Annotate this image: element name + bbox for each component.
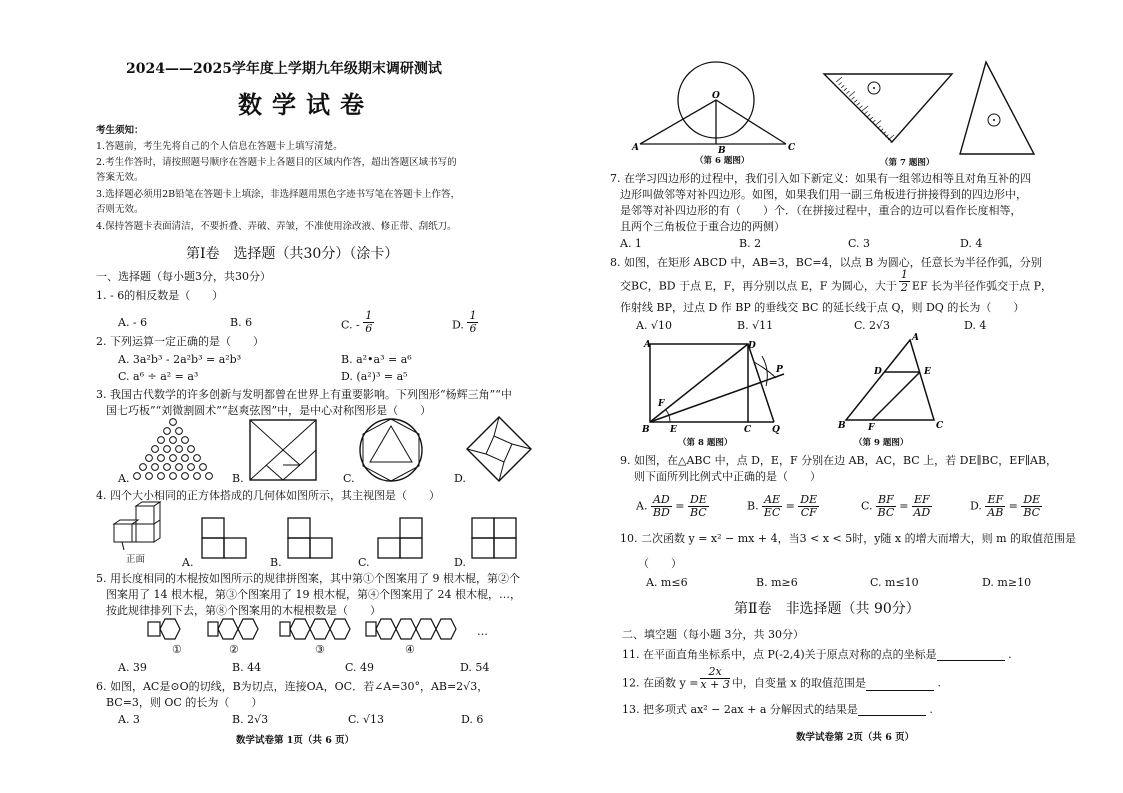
q11-answer-blank[interactable] (937, 649, 1005, 661)
hexagon-cell (396, 619, 416, 639)
q1-option-b: B. 6 (230, 316, 253, 329)
q5-option-a: A. 39 (118, 661, 147, 674)
exam-title: 2024——2025学年度上学期九年级期末调研测试 (126, 61, 442, 77)
q1-option-c: C. - $\frac{1}{6}$ (341, 309, 373, 335)
circle-division-figure (356, 416, 426, 484)
q4-option-c: C. (358, 556, 370, 569)
yanghui-dot (182, 437, 189, 444)
q3-option-d: D. (454, 472, 466, 485)
q7-option-d: D. 4 (960, 237, 983, 250)
part-1-title: 一、选择题（每小题3分，共30分） (96, 270, 271, 283)
front-view-label: 正面 (126, 554, 146, 565)
q6-option-a: A. 3 (118, 713, 140, 726)
ruler-tick (862, 106, 868, 111)
fig6-label-c: C (788, 143, 796, 153)
q9-option-c: C. $\frac{BF}{BC}$ = $\frac{EF}{AD}$ (861, 493, 931, 519)
part-2-title: 二、填空题（每小题 3分，共 30分） (622, 628, 804, 641)
ruler-tick (846, 91, 849, 94)
fig9-label-e: E (924, 367, 931, 377)
question-9-line2: 则下面所列比例式中正确的是（ ） (634, 470, 821, 483)
q1-option-a: A. - 6 (118, 316, 148, 329)
figure-7-set-square-1 (822, 64, 962, 154)
section-2-title: 第Ⅱ卷 非选择题（共 90分） (734, 601, 920, 617)
yanghui-dot (152, 446, 159, 453)
yanghui-dot (170, 473, 177, 480)
question-4: 4. 四个大小相同的正方体搭成的几何体如图所示，其主视图是（ ） (96, 489, 440, 502)
ruler-tick (870, 117, 873, 120)
q8-option-a: A. √10 (636, 319, 672, 332)
ruler-tick (888, 135, 894, 140)
hexagon-cell (436, 619, 456, 639)
yanghui-dot (134, 473, 141, 480)
yanghui-dot (158, 473, 165, 480)
hexagon-cell (416, 619, 436, 639)
zhao-shuang-diagram (464, 414, 534, 484)
figure-8-caption: （第 8 题图） (678, 438, 733, 448)
yanghui-dot (158, 455, 165, 462)
q8-option-b: B. √11 (737, 319, 774, 332)
fig8-label-c: C (744, 425, 752, 435)
q13-answer-blank[interactable] (858, 704, 926, 716)
right-page (562, 0, 1123, 793)
yanghui-dot (140, 464, 147, 471)
yanghui-dot (158, 437, 165, 444)
notice-3b: 否则无效。 (96, 204, 144, 215)
q10-option-d: D. m≥10 (982, 576, 1032, 589)
yanghui-dot (206, 473, 213, 480)
q3-option-b: B. (232, 472, 244, 485)
q2-option-c: C. a⁶ ÷ a² = a³ (118, 370, 199, 383)
q10-option-a: A. m≤6 (646, 576, 688, 589)
pattern-ellipsis: … (477, 625, 488, 638)
q8-option-c: C. 2√3 (854, 319, 891, 332)
question-7-line3: 是邻等对补四边形的有（ ）个．（在拼接过程中，重合的边可以看作长度相等， (620, 204, 1022, 217)
page-footer-2: 数学试卷第 2页（共 6 页） (796, 732, 915, 743)
q4-option-b-figure (286, 516, 336, 560)
fig8-label-f: F (658, 399, 665, 409)
notice-title: 考生须知： (96, 125, 144, 136)
fig6-label-o: O (712, 91, 720, 101)
question-5-line1: 5. 用长度相同的木棍按如图所示的规律拼图案，其中第①个图案用了 9 根木棍，第②个 (96, 572, 520, 585)
q5-option-c: C. 49 (345, 661, 375, 674)
yanghui-dot (170, 437, 177, 444)
fig9-label-c: C (936, 421, 944, 431)
figure-7-set-square-2 (958, 60, 1038, 160)
yanghui-dot (146, 473, 153, 480)
q3-option-a: A. (118, 472, 130, 485)
q2-option-b: B. a²•a³ = a⁶ (341, 353, 412, 366)
fig9-label-a: A (912, 333, 919, 343)
square-cell (280, 622, 290, 636)
hexagon-pattern-figure (160, 618, 460, 640)
q2-option-d: D. (a²)³ = a⁵ (341, 370, 408, 383)
fig6-label-a: A (632, 143, 639, 153)
q9-option-b: B. $\frac{AE}{EC}$ = $\frac{DE}{CF}$ (747, 493, 818, 519)
yanghui-dot (176, 428, 183, 435)
fig8-label-d: D (748, 341, 756, 351)
pattern-label-1: ① (172, 643, 182, 656)
hexagon-cell (160, 619, 180, 639)
question-7-line1: 7. 在学习四边形的过程中，我们引入如下新定义：如果有一组邻边相等且对角互补的四 (610, 172, 1031, 185)
question-8-line1: 8. 如图，在矩形 ABCD 中，AB=3，BC=4，以点 B 为圆心，任意长为半径作弧，分别 (610, 256, 1042, 269)
ruler-tick (852, 97, 855, 100)
yanghui-dot (194, 455, 201, 462)
yanghui-dot (170, 455, 177, 462)
question-5-line2: 图案用了 14 根木棍，第③个图案用了 19 根木棍，第④个图案用了 24 根木棍，…， (106, 588, 521, 601)
question-1: 1. - 6的相反数是（ ） (96, 289, 224, 302)
ruler-tick (854, 100, 857, 103)
ruler-tick (857, 103, 860, 106)
tangram-figure (246, 416, 322, 484)
yanghui-dot (200, 464, 207, 471)
yanghui-dot (188, 464, 195, 471)
ruler-tick (836, 77, 842, 82)
hexagon-cell (376, 619, 396, 639)
page-footer-1: 数学试卷第 1页（共 6 页） (236, 735, 355, 746)
figure-9-triangle (838, 333, 948, 433)
yanghui-triangle-figure (130, 418, 216, 480)
yanghui-dot (194, 473, 201, 480)
figure-6-caption: （第 6 题图） (695, 156, 750, 166)
question-10-line2: （ ） (638, 557, 682, 570)
fig8-label-e: E (670, 425, 677, 435)
fig9-label-f: F (868, 423, 875, 433)
q10-option-c: C. m≤10 (870, 576, 919, 589)
q4-option-d-figure (470, 516, 520, 560)
yanghui-dot (152, 464, 159, 471)
question-8-line3: 作射线 BP，过点 D 作 BP 的垂线交 BC 的延长线于点 Q，则 DQ 的长为（ ） (620, 301, 1025, 314)
q6-option-c: C. √13 (348, 713, 385, 726)
question-7-line2: 边形叫做邻等对补四边形。如图，如果我们用一副三角板进行拼接得到的四边形中， (620, 188, 1027, 201)
question-3-line2: 国七巧板”“刘微割圆术”“赵爽弦图”中，是中心对称图形是（ ） (106, 404, 432, 417)
ruler-tick (844, 88, 847, 91)
fig8-label-b: B (642, 425, 650, 435)
question-3-line1: 3. 我国古代数学的许多创新与发明都曾在世界上有重要影响。下列图形“杨辉三角”“中 (96, 388, 512, 401)
fig9-label-b: B (838, 421, 846, 431)
fig8-label-a: A (644, 340, 651, 350)
question-8-line2: 交BC，BD 于点 E，F，再分别以点 E，F 为圆心，大于 $\frac{1}{2}$ EF 长为半径作弧交于点 P， (620, 268, 1052, 294)
q8-option-d: D. 4 (964, 319, 987, 332)
notice-1: 1.答题前，考生先将自己的个人信息在答题卡上填写清楚。 (96, 141, 343, 152)
q7-option-c: C. 3 (848, 237, 871, 250)
question-10-line1: 10. 二次函数 y = x² − mx + 4，当3 < x < 5时，y随 x 的增大而增大，则 m 的取值范围是 (620, 532, 1077, 545)
hexagon-cell (290, 619, 310, 639)
q6-option-b: B. 2√3 (232, 713, 269, 726)
pattern-label-2: ② (229, 643, 239, 656)
q7-option-b: B. 2 (739, 237, 762, 250)
figure-6-circle-tangent (632, 60, 796, 156)
fig6-label-b: B (718, 146, 726, 156)
ruler-tick (872, 120, 875, 123)
hexagon-cell (218, 619, 238, 639)
notice-4: 4.保持答题卡表面清洁，不要折叠、弄破、弄皱，不准使用涂改液、修正带、刮纸刀。 (96, 221, 457, 232)
q1-option-d: D. $\frac{1}{6}$ (452, 309, 477, 335)
square-cell (208, 622, 218, 636)
q2-option-a: A. 3a²b³ - 2a²b³ = a²b³ (118, 353, 242, 366)
q4-option-a: A. (182, 556, 194, 569)
yanghui-dot (164, 464, 171, 471)
notice-3: 3.选择题必须用2B铅笔在答题卡上填涂，非选择题用黑色字迹书写笔在答题卡上作答， (96, 189, 461, 200)
question-13: 13. 把多项式 ax² − 2ax + a 分解因式的结果是 . (622, 703, 933, 716)
notice-2b: 答案无效。 (96, 172, 144, 183)
yanghui-dot (182, 473, 189, 480)
q4-option-c-figure (376, 516, 426, 560)
figure-9-caption: （第 9 题图） (854, 438, 909, 448)
q4-option-a-figure (200, 516, 250, 560)
question-12: 12. 在函数 y = $\frac{2x}{x + 3}$ 中，自变量 x 的取值范围是 . (622, 665, 942, 691)
yanghui-dot (170, 419, 177, 426)
question-9-line1: 9. 如图，在△ABC 中，点 D，E，F 分别在边 AB，AC，BC 上，若 DE∥BC，EF∥AB， (620, 454, 1058, 467)
yanghui-dot (164, 428, 171, 435)
q5-option-d: D. 54 (460, 661, 490, 674)
hexagon-cell (238, 619, 258, 639)
square-cell (366, 622, 376, 636)
hexagon-cell (330, 619, 350, 639)
q3-option-c: C. (343, 472, 355, 485)
yanghui-dot (176, 446, 183, 453)
question-6-line2: BC=3，则 OC 的长为（ ） (106, 696, 263, 709)
q12-answer-blank[interactable] (866, 679, 934, 691)
square-cell (148, 622, 160, 636)
ruler-tick (867, 114, 870, 117)
notice-2: 2.考生作答时，请按照题号顺序在答题卡上各题目的区域内作答，超出答题区域书写的 (96, 157, 457, 168)
q9-option-d: D. $\frac{EF}{AB}$ = $\frac{DE}{BC}$ (970, 493, 1041, 519)
hexagon-cell (310, 619, 330, 639)
ruler-tick (865, 111, 868, 114)
paper-title: 数学试卷 (238, 90, 374, 119)
figure-7-caption: （第 7 题图） (880, 158, 935, 168)
pattern-label-3: ③ (315, 643, 325, 656)
section-1-title: 第Ⅰ卷 选择题（共30分）（涂卡） (186, 246, 399, 262)
q6-option-d: D. 6 (461, 713, 484, 726)
yanghui-dot (146, 455, 153, 462)
question-2: 2. 下列运算一定正确的是（ ） (96, 335, 264, 348)
question-5-line3: 按此规律排列下去，第⑧个图案用的木棍根数是（ ） (106, 604, 381, 617)
fig8-label-q: Q (772, 425, 780, 435)
ruler-tick (839, 82, 842, 85)
q4-option-d: D. (454, 556, 466, 569)
q9-option-a: A. $\frac{AD}{BD}$ = $\frac{DE}{BC}$ (636, 493, 707, 519)
q4-option-b: B. (270, 556, 282, 569)
cube-solid-figure (110, 502, 172, 552)
fig9-label-d: D (874, 367, 882, 377)
q7-option-a: A. 1 (620, 237, 642, 250)
ruler-tick (859, 106, 862, 109)
yanghui-dot (182, 455, 189, 462)
question-11: 11. 在平面直角坐标系中，点 P(-2,4)关于原点对称的点的坐标是 . (622, 648, 1012, 661)
yanghui-dot (164, 446, 171, 453)
q5-option-b: B. 44 (232, 661, 262, 674)
fig8-label-p: P (776, 365, 783, 375)
ruler-tick (875, 121, 881, 126)
question-7-line4: 且两个三角板位于重合边的两侧） (620, 220, 785, 233)
ruler-tick (849, 92, 855, 97)
yanghui-dot (176, 464, 183, 471)
q10-option-b: B. m≥6 (756, 576, 798, 589)
pattern-label-4: ④ (405, 643, 415, 656)
figure-8-rectangle (642, 338, 794, 435)
question-6-line1: 6. 如图，AC是⊙O的切线，B为切点，连接OA，OC．若∠A=30°，AB=2√3， (96, 680, 489, 693)
yanghui-dot (188, 446, 195, 453)
ruler-tick (841, 85, 844, 88)
